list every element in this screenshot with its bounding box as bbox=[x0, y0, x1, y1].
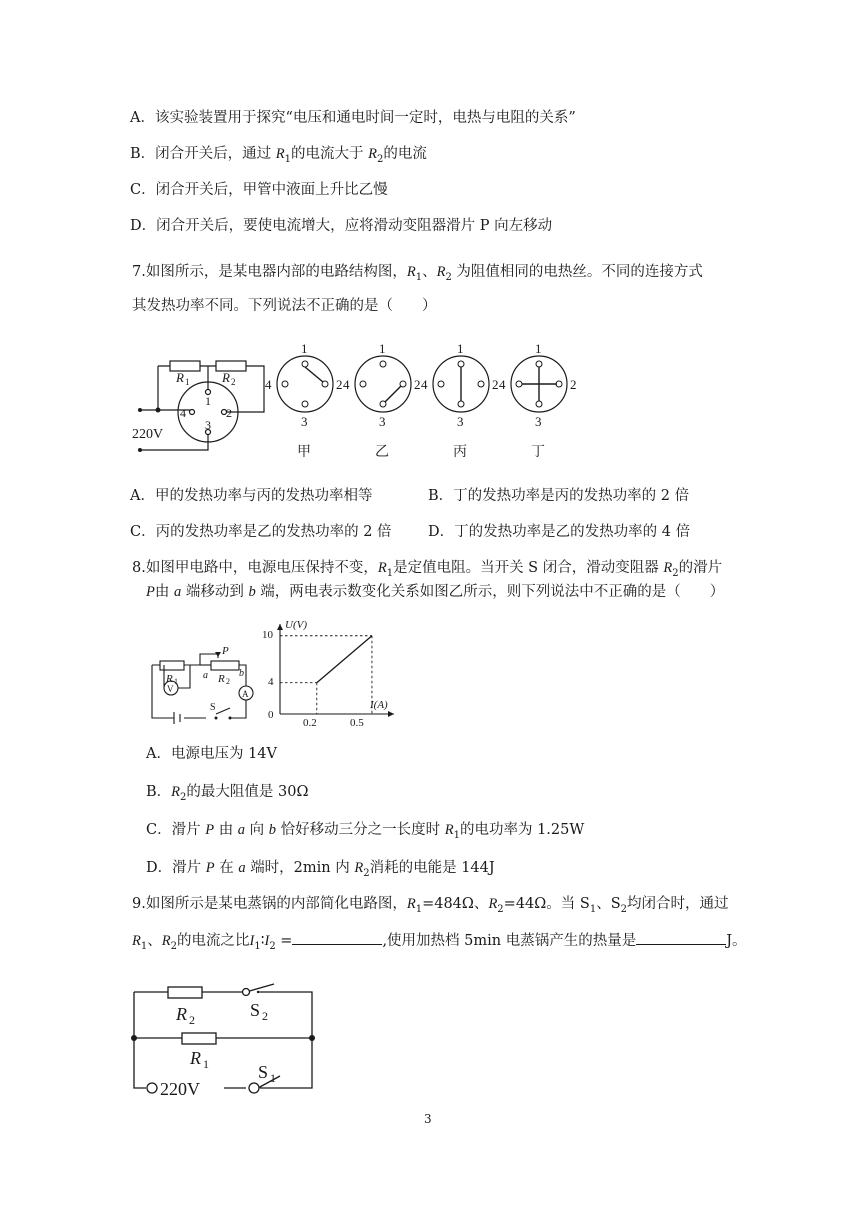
svg-text:2: 2 bbox=[226, 677, 230, 686]
q8-data-line bbox=[317, 636, 372, 683]
svg-text:3: 3 bbox=[301, 414, 308, 429]
svg-text:1: 1 bbox=[174, 677, 178, 686]
q6-option-c: C．闭合开关后，甲管中液面上升比乙慢 bbox=[130, 182, 388, 198]
svg-text:4: 4 bbox=[265, 377, 272, 392]
q7-r2-resistor bbox=[216, 361, 246, 371]
svg-text:2: 2 bbox=[262, 1009, 268, 1023]
svg-text:1: 1 bbox=[205, 394, 211, 408]
q8-xtick-0.5: 0.5 bbox=[350, 717, 364, 729]
svg-text:丁: 丁 bbox=[531, 445, 545, 460]
q7-r1-resistor bbox=[170, 361, 200, 371]
q8-option-a: A．电源电压为 14V bbox=[146, 746, 278, 762]
svg-text:4: 4 bbox=[421, 377, 428, 392]
svg-text:R: R bbox=[166, 673, 173, 685]
svg-text:4: 4 bbox=[180, 406, 186, 420]
svg-text:R: R bbox=[176, 370, 184, 385]
q7-stem-line1: 7.如图所示，是某电器内部的电路结构图，$R_1$、$R_2$ 为阻值相同的电热丝。不同的连接方式 bbox=[132, 264, 703, 283]
q8-xtick-0.2: 0.2 bbox=[303, 717, 317, 729]
svg-text:4: 4 bbox=[499, 377, 506, 392]
svg-text:1: 1 bbox=[535, 341, 542, 356]
svg-text:1: 1 bbox=[203, 1057, 209, 1071]
q9-stem-line2: $R_1$、$R_2$的电流之比$I_1∶I_2$ = ,使用加热档 5min 电蒸锅产生的热量是 J。 bbox=[132, 930, 747, 957]
svg-text:R: R bbox=[222, 370, 230, 385]
svg-text:R: R bbox=[176, 1004, 187, 1024]
svg-text:2: 2 bbox=[492, 377, 499, 392]
svg-text:P: P bbox=[222, 645, 229, 657]
svg-text:3: 3 bbox=[457, 414, 464, 429]
page-number: 3 bbox=[424, 1112, 432, 1126]
q6-option-d: D．闭合开关后，要使电流增大，应将滑动变阻器滑片 P 向左移动 bbox=[130, 218, 553, 234]
q9-answer-blank-1[interactable] bbox=[292, 930, 382, 945]
svg-text:3: 3 bbox=[205, 418, 211, 432]
svg-text:1: 1 bbox=[270, 1071, 276, 1085]
svg-text:A: A bbox=[242, 689, 249, 699]
svg-text:1: 1 bbox=[379, 341, 386, 356]
q8-ytick-10: 10 bbox=[262, 629, 273, 641]
svg-text:2: 2 bbox=[570, 377, 577, 392]
q8-ytick-4: 4 bbox=[268, 676, 274, 688]
svg-text:2: 2 bbox=[414, 377, 421, 392]
q7-dial-yi bbox=[343, 341, 421, 460]
q7-dial-jia bbox=[265, 341, 343, 460]
q7-dial-ding bbox=[499, 341, 577, 460]
q7-option-b: B．丁的发热功率是丙的发热功率的 2 倍 bbox=[428, 488, 690, 504]
q7-figure bbox=[130, 340, 590, 470]
q8-stem-line2: P由 a 端移动到 b 端，两电表示数变化关系如图乙所示，则下列说法中不正确的是（ ） bbox=[146, 584, 725, 600]
svg-text:2: 2 bbox=[231, 377, 236, 387]
svg-text:4: 4 bbox=[343, 377, 350, 392]
svg-text:3: 3 bbox=[379, 414, 386, 429]
q7-stem-line2: 其发热功率不同。下列说法不正确的是（ ） bbox=[132, 298, 437, 314]
svg-text:S: S bbox=[250, 1000, 261, 1020]
q6-option-b: B．闭合开关后，通过 $R_1$的电流大于 $R_2$的电流 bbox=[130, 146, 427, 165]
svg-text:R: R bbox=[218, 673, 225, 685]
q9-answer-blank-2[interactable] bbox=[636, 930, 726, 945]
svg-text:丙: 丙 bbox=[453, 445, 467, 460]
q9-stem-line1: 9.如图所示是某电蒸锅的内部简化电路图，$R_1=484\Omega$、$R_2=44\Omega$。当 $S_1$、$S_2$均闭合时，通过 bbox=[132, 896, 729, 915]
svg-text:1: 1 bbox=[185, 377, 190, 387]
svg-text:U(V): U(V) bbox=[285, 619, 307, 631]
q7-option-d: D．丁的发热功率是乙的发热功率的 4 倍 bbox=[428, 524, 691, 540]
q9-circuit bbox=[128, 980, 328, 1100]
q8-graph bbox=[262, 618, 402, 730]
svg-text:乙: 乙 bbox=[375, 445, 389, 460]
svg-text:R: R bbox=[190, 1048, 201, 1068]
svg-text:220V: 220V bbox=[132, 427, 164, 442]
svg-text:V: V bbox=[167, 684, 174, 694]
svg-text:b: b bbox=[239, 668, 244, 679]
q7-option-c: C．丙的发热功率是乙的发热功率的 2 倍 bbox=[130, 524, 392, 540]
q8-option-c: C．滑片 P 由 a 向 b 恰好移动三分之一长度时 $R_1$的电功率为 1.25W bbox=[146, 822, 585, 841]
q6-option-a: A．该实验装置用于探究“电压和通电时间一定时，电热与电阻的关系” bbox=[130, 110, 576, 126]
q7-dial-bing bbox=[421, 341, 499, 460]
svg-text:2: 2 bbox=[336, 377, 343, 392]
svg-text:a: a bbox=[203, 670, 208, 681]
svg-text:1: 1 bbox=[301, 341, 308, 356]
svg-text:I(A): I(A) bbox=[370, 699, 388, 711]
q8-ytick-0: 0 bbox=[268, 709, 274, 721]
q7-option-a: A．甲的发热功率与丙的发热功率相等 bbox=[130, 488, 373, 504]
q8-option-d: D．滑片 P 在 a 端时，2min 内 $R_2$消耗的电能是 144J bbox=[146, 860, 495, 879]
svg-text:1: 1 bbox=[457, 341, 464, 356]
q8-stem-line1: 8.如图甲电路中，电源电压保持不变，$R_1$是定值电阻。当开关 S 闭合，滑动变阻器 $R_2$的滑片 bbox=[132, 560, 723, 579]
svg-text:甲: 甲 bbox=[297, 445, 311, 460]
svg-text:S: S bbox=[258, 1062, 269, 1082]
q8-circuit bbox=[150, 640, 260, 725]
svg-text:3: 3 bbox=[535, 414, 542, 429]
q8-option-b: B．$R_2$的最大阻值是 30Ω bbox=[146, 784, 309, 803]
svg-text:2: 2 bbox=[189, 1013, 195, 1027]
svg-text:S: S bbox=[210, 702, 216, 713]
svg-text:220V: 220V bbox=[160, 1079, 200, 1099]
svg-text:2: 2 bbox=[226, 406, 232, 420]
